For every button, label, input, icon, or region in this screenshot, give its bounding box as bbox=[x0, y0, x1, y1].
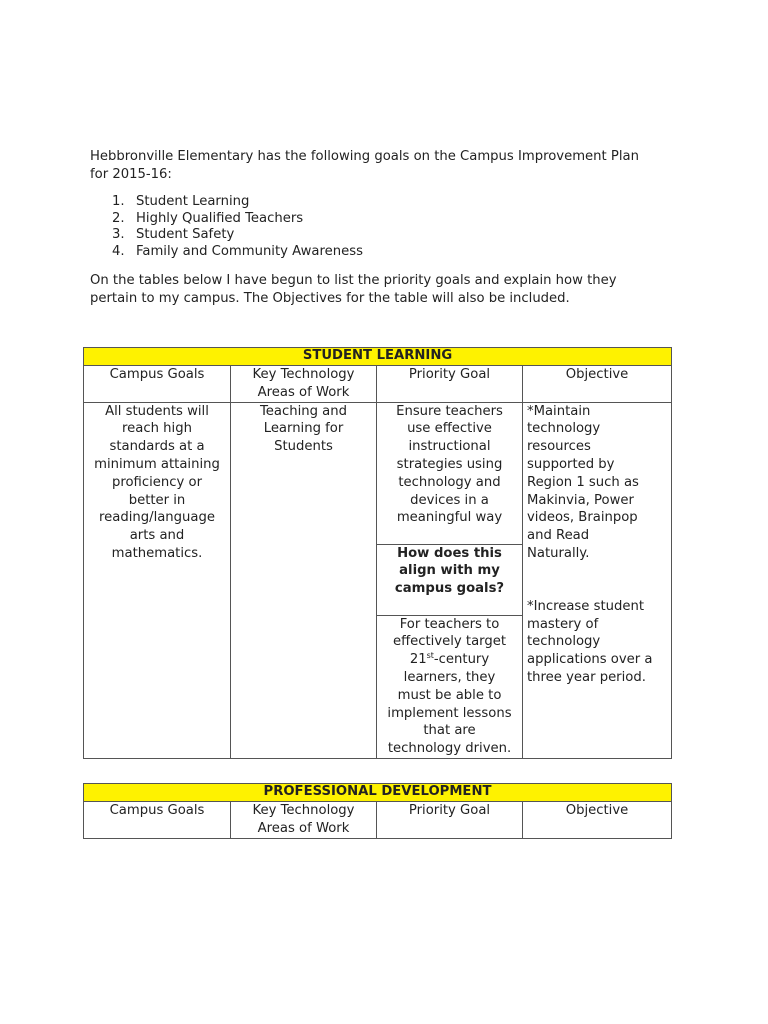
cell-line: campus goals? bbox=[394, 581, 505, 597]
header-campus-goals: Campus Goals bbox=[84, 366, 231, 403]
campus-goals-list bbox=[112, 194, 363, 260]
century-number: 21 bbox=[409, 652, 427, 668]
key-area-cell bbox=[231, 402, 377, 758]
list-item bbox=[112, 227, 363, 244]
explanation-paragraph bbox=[90, 272, 690, 308]
cell-line: technology bbox=[527, 634, 601, 650]
cell-line: supported by bbox=[527, 456, 615, 472]
alignment-answer-cell bbox=[377, 615, 523, 758]
cell-line: three year period. bbox=[527, 669, 646, 685]
list-item bbox=[112, 194, 363, 211]
cell-line: minimum attaining bbox=[94, 456, 220, 472]
century-text: -century bbox=[433, 652, 490, 668]
table-header-row bbox=[84, 366, 672, 403]
cell-line: Region 1 such as bbox=[527, 474, 639, 490]
cell-line: mathematics. bbox=[111, 545, 203, 561]
cell-line: Teaching and bbox=[259, 403, 347, 419]
alignment-question-cell bbox=[377, 544, 523, 615]
header-priority-goal: Priority Goal bbox=[377, 802, 523, 839]
table-header-row bbox=[84, 802, 672, 839]
cell-line: Makinvia, Power bbox=[527, 492, 634, 508]
header-line: Key Technology bbox=[252, 367, 355, 382]
header-objective: Objective bbox=[523, 366, 672, 403]
ordinal-suffix: st bbox=[426, 651, 434, 661]
cell-line: Learning for bbox=[263, 421, 344, 437]
cell-line: learners, they bbox=[403, 669, 496, 685]
cell-line: align with my bbox=[399, 563, 500, 579]
paragraph-line: On the tables below I have begun to list the priority goals and explain how they bbox=[90, 273, 617, 288]
cell-line: applications over a bbox=[527, 652, 653, 668]
cell-line: use effective bbox=[407, 421, 492, 437]
cell-line: arts and bbox=[129, 528, 185, 544]
cell-line: mastery of bbox=[527, 616, 599, 632]
list-item bbox=[112, 211, 363, 228]
cell-line: Students bbox=[274, 439, 333, 455]
intro-text bbox=[90, 148, 680, 184]
cell-line: All students will bbox=[105, 403, 209, 419]
cell-line: must be able to bbox=[397, 687, 502, 703]
student-learning-table bbox=[83, 347, 672, 759]
list-number: 3. bbox=[112, 227, 125, 243]
table-title: STUDENT LEARNING bbox=[84, 348, 672, 366]
list-label: Highly Qualified Teachers bbox=[136, 210, 304, 226]
cell-line: Ensure teachers bbox=[396, 403, 503, 419]
cell-line: reach high bbox=[122, 421, 192, 437]
table-row bbox=[84, 402, 672, 544]
cell-line: For teachers to bbox=[399, 616, 500, 632]
cell-line bbox=[381, 651, 518, 669]
cell-line: technology driven. bbox=[387, 741, 512, 757]
cell-line: strategies using bbox=[396, 456, 503, 472]
cell-line: meaningful way bbox=[396, 510, 503, 526]
intro-line: Hebbronville Elementary has the following goals on the Campus Improvement Plan bbox=[90, 149, 639, 164]
list-label: Student Safety bbox=[136, 227, 235, 243]
header-objective: Objective bbox=[523, 802, 672, 839]
header-key-technology bbox=[231, 802, 377, 839]
cell-line: devices in a bbox=[410, 492, 489, 508]
cell-line: standards at a bbox=[109, 439, 205, 455]
cell-line: instructional bbox=[408, 439, 491, 455]
cell-line: reading/language bbox=[99, 510, 215, 526]
spacer bbox=[527, 563, 667, 598]
cell-line: *Maintain bbox=[527, 403, 591, 419]
list-label: Family and Community Awareness bbox=[136, 243, 363, 259]
cell-line: effectively target bbox=[392, 634, 507, 650]
list-item bbox=[112, 244, 363, 261]
cell-line: better in bbox=[128, 492, 186, 508]
list-number: 2. bbox=[112, 210, 125, 226]
professional-development-table bbox=[83, 783, 672, 839]
cell-line: that are bbox=[423, 723, 476, 739]
campus-goal-cell bbox=[84, 402, 231, 758]
header-priority-goal: Priority Goal bbox=[377, 366, 523, 403]
paragraph-line: pertain to my campus. The Objectives for the table will also be included. bbox=[90, 291, 570, 306]
cell-line: technology and bbox=[398, 474, 501, 490]
header-line: Areas of Work bbox=[257, 820, 350, 836]
priority-goal-cell bbox=[377, 402, 523, 544]
intro-line: for 2015-16: bbox=[90, 167, 172, 182]
list-label: Student Learning bbox=[136, 194, 250, 209]
cell-line: Naturally. bbox=[527, 545, 590, 561]
objective-cell bbox=[523, 402, 672, 758]
header-key-technology bbox=[231, 366, 377, 403]
cell-line: proficiency or bbox=[111, 474, 202, 490]
list-number: 4. bbox=[112, 243, 125, 259]
cell-line: resources bbox=[527, 439, 591, 455]
header-line: Key Technology bbox=[252, 803, 355, 818]
cell-line: and Read bbox=[527, 528, 590, 544]
header-line: Areas of Work bbox=[257, 384, 350, 400]
header-campus-goals: Campus Goals bbox=[84, 802, 231, 839]
cell-line: videos, Brainpop bbox=[527, 510, 638, 526]
cell-line: *Increase student bbox=[527, 598, 645, 614]
list-number: 1. bbox=[112, 194, 125, 209]
cell-line: technology bbox=[527, 421, 601, 437]
table-title: PROFESSIONAL DEVELOPMENT bbox=[84, 784, 672, 802]
cell-line: implement lessons bbox=[387, 705, 512, 721]
cell-line: How does this bbox=[397, 545, 502, 561]
